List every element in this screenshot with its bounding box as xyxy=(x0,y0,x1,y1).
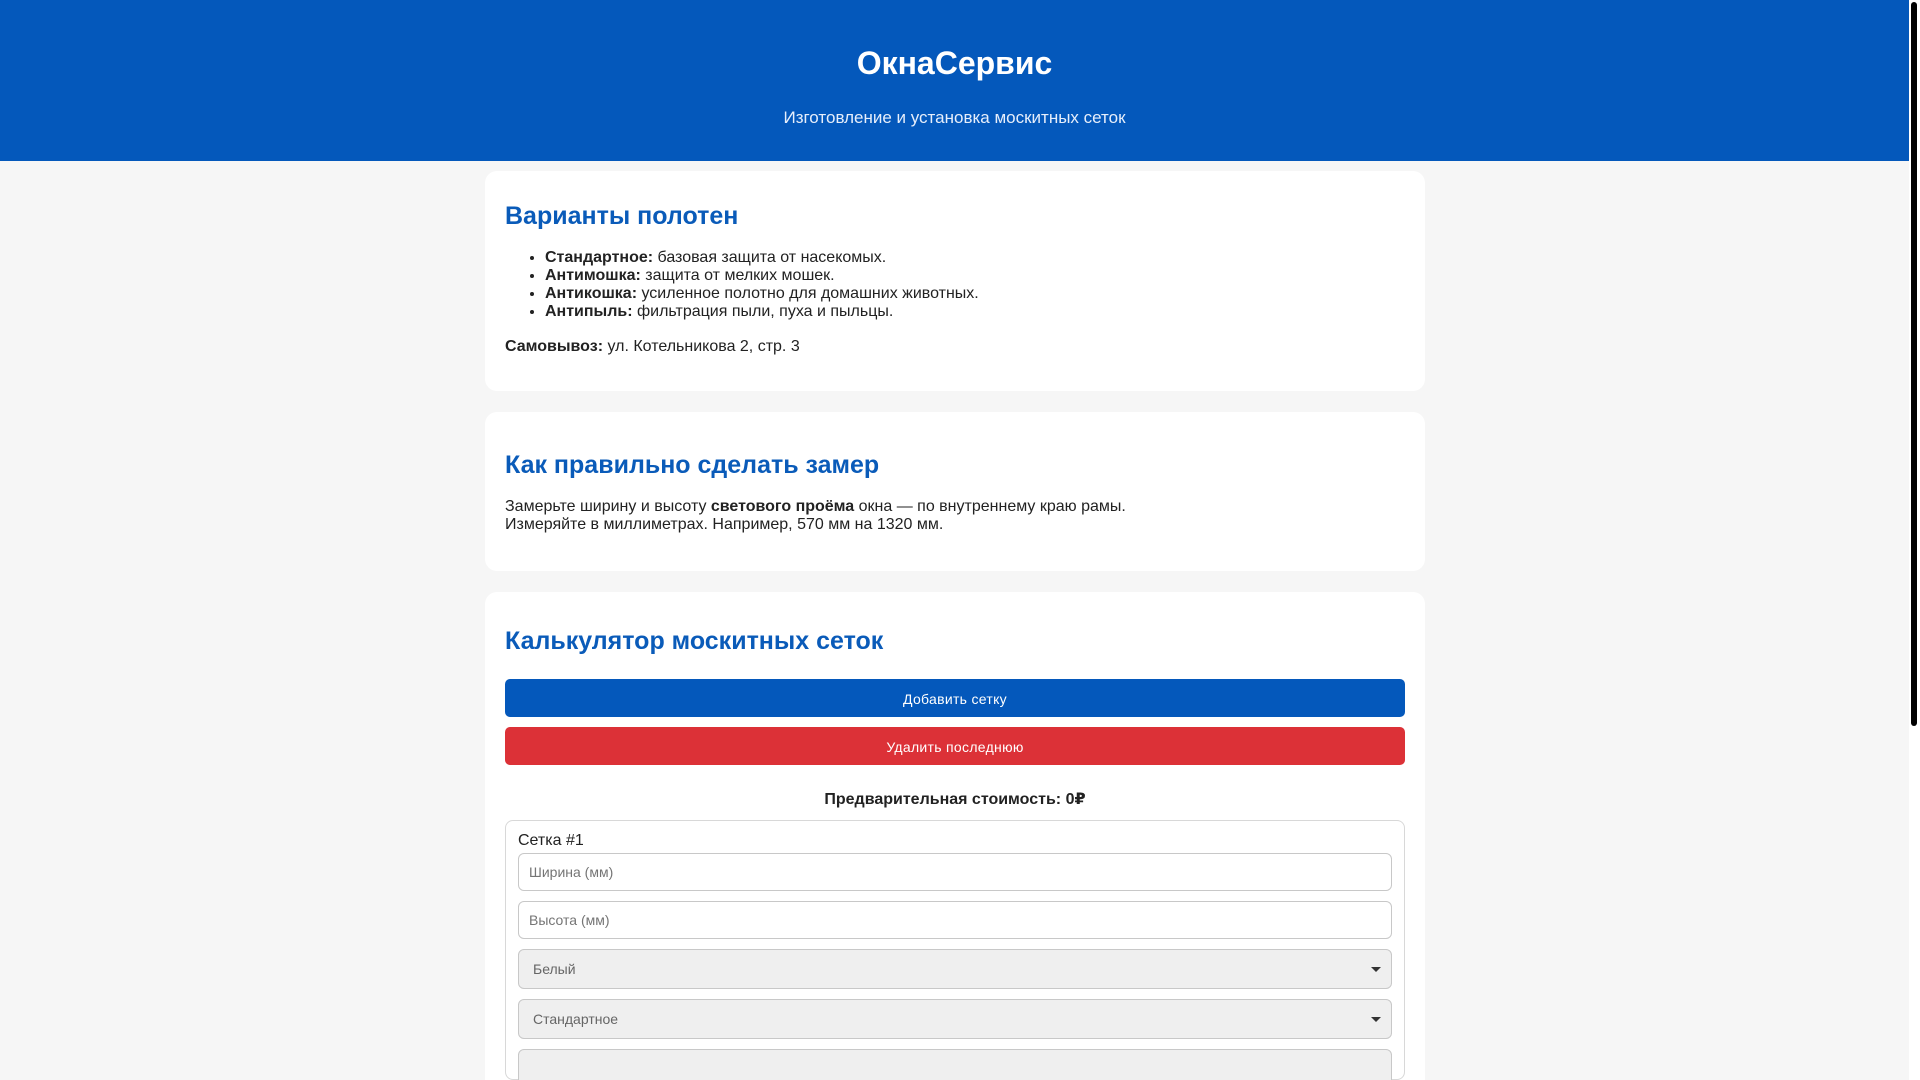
type-select[interactable] xyxy=(518,999,1392,1039)
color-select-value: Белый xyxy=(533,961,576,977)
next-select[interactable] xyxy=(518,1049,1392,1080)
measure-card xyxy=(485,412,1425,571)
measure-text-bold: светового проёма xyxy=(710,498,855,515)
variants-card xyxy=(485,171,1425,391)
calculator-card xyxy=(485,592,1425,1080)
variants-heading: Варианты полотен xyxy=(505,202,739,230)
variants-list xyxy=(505,249,1405,321)
scrollbar[interactable] xyxy=(1909,0,1920,1080)
variant-name: Антимошка: xyxy=(545,267,641,284)
variant-desc: усиленное полотно для домашних животных. xyxy=(637,285,979,302)
add-net-button[interactable]: Добавить сетку xyxy=(505,679,1405,717)
list-item xyxy=(545,267,1405,285)
pickup-label: Самовывоз: xyxy=(505,338,604,355)
variant-name: Антикошка: xyxy=(545,285,638,302)
width-input[interactable] xyxy=(518,853,1392,891)
variant-desc: базовая защита от насекомых. xyxy=(653,249,887,266)
scrollbar-thumb[interactable] xyxy=(1911,2,1917,726)
variant-desc: фильтрация пыли, пуха и пыльцы. xyxy=(632,303,894,320)
site-title: ОкнаСервис xyxy=(856,45,1053,81)
variant-name: Антипыль: xyxy=(545,303,633,320)
measure-heading: Как правильно сделать замер xyxy=(505,451,880,479)
measure-text-end: окна — по внутреннему краю рамы. xyxy=(854,498,1126,515)
calculator-heading: Калькулятор москитных сеток xyxy=(505,627,884,655)
color-select[interactable] xyxy=(518,949,1392,989)
list-item xyxy=(545,303,1405,321)
delete-last-button[interactable]: Удалить последнюю xyxy=(505,727,1405,765)
height-input[interactable] xyxy=(518,901,1392,939)
type-select-value: Стандартное xyxy=(533,1011,619,1027)
estimate-value: 0₽ xyxy=(1065,791,1086,808)
pickup-address: ул. Котельникова 2, стр. 3 xyxy=(603,338,800,355)
site-subtitle: Изготовление и установка москитных сеток xyxy=(783,108,1126,127)
list-item xyxy=(545,285,1405,303)
net-item xyxy=(505,820,1405,1080)
measure-text-line2: Измеряйте в миллиметрах. Например, 570 мм на 1320 мм. xyxy=(505,516,944,533)
site-header xyxy=(0,0,1909,161)
list-item xyxy=(545,249,1405,267)
pickup-info xyxy=(505,337,1405,357)
estimate xyxy=(505,790,1405,810)
variant-name: Стандартное: xyxy=(545,249,654,266)
chevron-down-icon xyxy=(1371,1017,1381,1022)
estimate-label: Предварительная стоимость: xyxy=(824,791,1066,808)
chevron-down-icon xyxy=(1371,967,1381,972)
measure-text-start: Замерьте ширину и высоту xyxy=(505,498,711,515)
variant-desc: защита от мелких мошек. xyxy=(640,267,835,284)
net-title: Сетка #1 xyxy=(518,832,584,849)
measure-description xyxy=(505,498,1405,534)
